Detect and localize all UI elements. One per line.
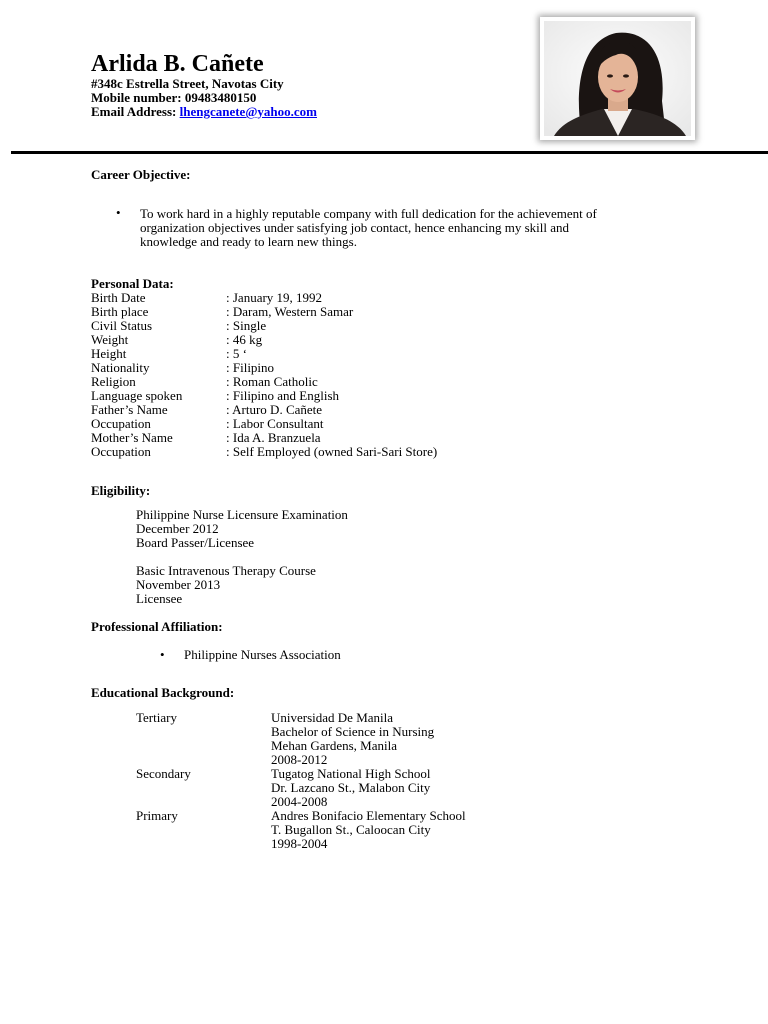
personal-label: Weight bbox=[91, 332, 129, 347]
personal-value: : January 19, 1992 bbox=[226, 290, 323, 305]
eligibility-line: November 2013 bbox=[136, 577, 221, 592]
career-objective-heading: Career Objective: bbox=[91, 167, 191, 182]
bullet-icon: • bbox=[116, 205, 121, 220]
personal-label: Civil Status bbox=[91, 318, 153, 333]
eligibility-line: Basic Intravenous Therapy Course bbox=[136, 563, 316, 578]
personal-label: Occupation bbox=[91, 444, 151, 459]
education-level: Primary bbox=[136, 808, 178, 823]
affiliation-heading: Professional Affiliation: bbox=[91, 619, 223, 634]
personal-value: : Daram, Western Samar bbox=[226, 304, 354, 319]
personal-value: : 5 ‘ bbox=[226, 346, 247, 361]
personal-label: Religion bbox=[91, 374, 136, 389]
bullet-icon: • bbox=[160, 647, 165, 662]
education-line: 2008-2012 bbox=[271, 752, 328, 767]
header-divider bbox=[11, 151, 768, 154]
eligibility-line: Board Passer/Licensee bbox=[136, 535, 255, 550]
eligibility-line: Philippine Nurse Licensure Examination bbox=[136, 507, 348, 522]
education-line: Tugatog National High School bbox=[271, 766, 431, 781]
personal-value: : Labor Consultant bbox=[226, 416, 324, 431]
email-label: Email Address: bbox=[91, 104, 180, 119]
applicant-name: Arlida B. Cañete bbox=[91, 51, 264, 77]
personal-label: Birth Date bbox=[91, 290, 146, 305]
education-details bbox=[271, 711, 434, 767]
personal-value: : Roman Catholic bbox=[226, 374, 318, 389]
personal-label: Occupation bbox=[91, 416, 151, 431]
personal-value: : Filipino and English bbox=[226, 388, 340, 403]
eligibility-heading: Eligibility: bbox=[91, 483, 151, 498]
personal-value: : 46 kg bbox=[226, 332, 263, 347]
education-line: Bachelor of Science in Nursing bbox=[271, 724, 435, 739]
career-line: To work hard in a highly reputable company with full dedication for the achievement of bbox=[140, 206, 597, 221]
education-line: 2004-2008 bbox=[271, 794, 328, 809]
personal-value: : Arturo D. Cañete bbox=[226, 402, 323, 417]
personal-label: Father’s Name bbox=[91, 402, 168, 417]
eligibility-line: December 2012 bbox=[136, 521, 219, 536]
eligibility-line: Licensee bbox=[136, 591, 183, 606]
personal-value: : Filipino bbox=[226, 360, 275, 375]
education-details bbox=[271, 767, 431, 809]
mobile-line: Mobile number: 09483480150 bbox=[91, 90, 257, 105]
education-line: T. Bugallon St., Caloocan City bbox=[271, 822, 431, 837]
career-objective-text bbox=[140, 207, 680, 249]
education-details bbox=[271, 809, 466, 851]
personal-label: Nationality bbox=[91, 360, 150, 375]
portrait-image bbox=[544, 21, 691, 136]
education-line: Mehan Gardens, Manila bbox=[271, 738, 397, 753]
personal-value: : Single bbox=[226, 318, 267, 333]
personal-label: Birth place bbox=[91, 304, 149, 319]
address-line: #348c Estrella Street, Navotas City bbox=[91, 76, 284, 91]
education-heading: Educational Background: bbox=[91, 685, 235, 700]
career-line: knowledge and ready to learn new things. bbox=[140, 234, 357, 249]
applicant-photo bbox=[540, 17, 695, 140]
personal-value: : Ida A. Branzuela bbox=[226, 430, 321, 445]
eligibility-item bbox=[136, 564, 316, 606]
personal-data-heading: Personal Data: bbox=[91, 276, 174, 291]
personal-label: Language spoken bbox=[91, 388, 183, 403]
education-level: Secondary bbox=[136, 766, 191, 781]
personal-value: : Self Employed (owned Sari-Sari Store) bbox=[226, 444, 438, 459]
education-line: Dr. Lazcano St., Malabon City bbox=[271, 780, 431, 795]
affiliation-item: Philippine Nurses Association bbox=[184, 647, 341, 662]
contact-block bbox=[91, 77, 317, 119]
education-level: Tertiary bbox=[136, 710, 177, 725]
personal-label: Mother’s Name bbox=[91, 430, 173, 445]
personal-label: Height bbox=[91, 346, 127, 361]
education-line: 1998-2004 bbox=[271, 836, 328, 851]
eligibility-item bbox=[136, 508, 348, 550]
email-link[interactable]: lhengcanete@yahoo.com bbox=[179, 104, 317, 119]
education-line: Universidad De Manila bbox=[271, 710, 394, 725]
email-line bbox=[91, 105, 317, 119]
career-line: organization objectives under satisfying job contact, hence enhancing my skill and bbox=[140, 220, 569, 235]
education-line: Andres Bonifacio Elementary School bbox=[271, 808, 466, 823]
